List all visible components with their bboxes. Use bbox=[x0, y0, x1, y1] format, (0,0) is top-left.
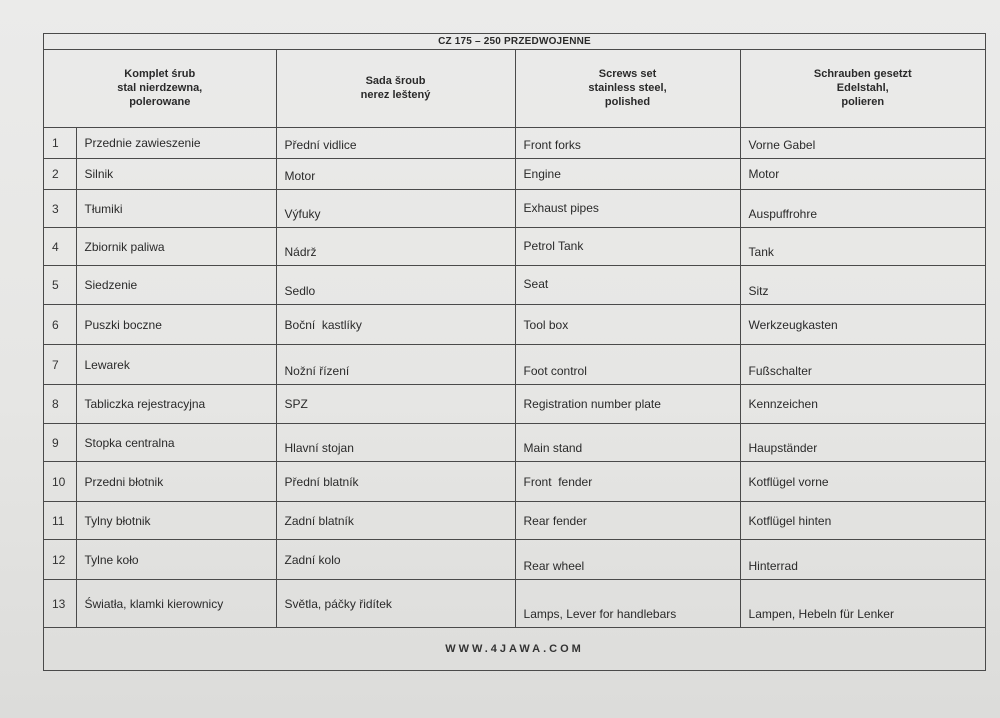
cell-german: Sitz bbox=[740, 266, 985, 305]
cell-czech: Přední blatník bbox=[276, 462, 515, 502]
row-number: 11 bbox=[44, 502, 76, 540]
table-row bbox=[44, 228, 985, 266]
cell-polish: Siedzenie bbox=[76, 266, 276, 305]
cell-polish: Tłumiki bbox=[76, 190, 276, 228]
cell-czech: Zadní kolo bbox=[276, 540, 515, 580]
cell-english: Foot control bbox=[515, 345, 740, 385]
cell-polish: Zbiornik paliwa bbox=[76, 228, 276, 266]
cell-german: Fußschalter bbox=[740, 345, 985, 385]
row-number: 7 bbox=[44, 345, 76, 385]
header-czech: Sada šroub nerez leštený bbox=[276, 49, 515, 128]
cell-german: Hinterrad bbox=[740, 540, 985, 580]
cell-czech: Sedlo bbox=[276, 266, 515, 305]
table-row bbox=[44, 424, 985, 462]
cell-english: Rear fender bbox=[515, 502, 740, 540]
cell-english: Main stand bbox=[515, 424, 740, 462]
parts-table bbox=[44, 49, 985, 628]
table-title: CZ 175 – 250 PRZEDWOJENNE bbox=[44, 34, 985, 50]
header-row bbox=[44, 49, 985, 128]
cell-polish: Puszki boczne bbox=[76, 305, 276, 345]
cell-polish: Tylne koło bbox=[76, 540, 276, 580]
row-number: 13 bbox=[44, 580, 76, 628]
table-row bbox=[44, 345, 985, 385]
row-number: 2 bbox=[44, 159, 76, 190]
cell-german: Kotflügel hinten bbox=[740, 502, 985, 540]
row-number: 8 bbox=[44, 385, 76, 424]
cell-english: Engine bbox=[515, 159, 740, 190]
table-row bbox=[44, 305, 985, 345]
cell-czech: Zadní blatník bbox=[276, 502, 515, 540]
cell-german: Tank bbox=[740, 228, 985, 266]
cell-polish: Przedni błotnik bbox=[76, 462, 276, 502]
cell-polish: Przednie zawieszenie bbox=[76, 128, 276, 159]
header-polish: Komplet śrub stal nierdzewna, polerowane bbox=[44, 49, 276, 128]
cell-czech: SPZ bbox=[276, 385, 515, 424]
cell-english: Front forks bbox=[515, 128, 740, 159]
cell-english: Seat bbox=[515, 266, 740, 305]
cell-czech: Hlavní stojan bbox=[276, 424, 515, 462]
cell-czech: Výfuky bbox=[276, 190, 515, 228]
table-row bbox=[44, 128, 985, 159]
cell-german: Auspuffrohre bbox=[740, 190, 985, 228]
table-row bbox=[44, 580, 985, 628]
cell-english: Petrol Tank bbox=[515, 228, 740, 266]
cell-czech: Nádrž bbox=[276, 228, 515, 266]
row-number: 5 bbox=[44, 266, 76, 305]
row-number: 9 bbox=[44, 424, 76, 462]
cell-german: Lampen, Hebeln für Lenker bbox=[740, 580, 985, 628]
row-number: 4 bbox=[44, 228, 76, 266]
table-row bbox=[44, 159, 985, 190]
cell-english: Rear wheel bbox=[515, 540, 740, 580]
cell-english: Tool box bbox=[515, 305, 740, 345]
cell-polish: Lewarek bbox=[76, 345, 276, 385]
cell-german: Vorne Gabel bbox=[740, 128, 985, 159]
cell-german: Motor bbox=[740, 159, 985, 190]
cell-polish: Światła, klamki kierownicy bbox=[76, 580, 276, 628]
cell-polish: Silnik bbox=[76, 159, 276, 190]
cell-polish: Tabliczka rejestracyjna bbox=[76, 385, 276, 424]
table-row bbox=[44, 462, 985, 502]
cell-english: Registration number plate bbox=[515, 385, 740, 424]
cell-english: Lamps, Lever for handlebars bbox=[515, 580, 740, 628]
row-number: 6 bbox=[44, 305, 76, 345]
cell-czech: Motor bbox=[276, 159, 515, 190]
table-row bbox=[44, 540, 985, 580]
table-row bbox=[44, 385, 985, 424]
header-english: Screws set stainless steel, polished bbox=[515, 49, 740, 128]
row-number: 10 bbox=[44, 462, 76, 502]
parts-table-frame bbox=[43, 33, 986, 671]
table-row bbox=[44, 190, 985, 228]
cell-german: Haupständer bbox=[740, 424, 985, 462]
cell-polish: Tylny błotnik bbox=[76, 502, 276, 540]
row-number: 3 bbox=[44, 190, 76, 228]
cell-czech: Nožní řízení bbox=[276, 345, 515, 385]
website-footer: WWW.4JAWA.COM bbox=[445, 643, 584, 655]
cell-german: Werkzeugkasten bbox=[740, 305, 985, 345]
row-number: 1 bbox=[44, 128, 76, 159]
table-row bbox=[44, 502, 985, 540]
cell-english: Front fender bbox=[515, 462, 740, 502]
cell-polish: Stopka centralna bbox=[76, 424, 276, 462]
cell-czech: Světla, páčky řidítek bbox=[276, 580, 515, 628]
cell-english: Exhaust pipes bbox=[515, 190, 740, 228]
row-number: 12 bbox=[44, 540, 76, 580]
table-row bbox=[44, 266, 985, 305]
cell-czech: Přední vidlice bbox=[276, 128, 515, 159]
header-german: Schrauben gesetzt Edelstahl, polieren bbox=[740, 49, 985, 128]
cell-czech: Boční kastlíky bbox=[276, 305, 515, 345]
cell-german: Kotflügel vorne bbox=[740, 462, 985, 502]
cell-german: Kennzeichen bbox=[740, 385, 985, 424]
